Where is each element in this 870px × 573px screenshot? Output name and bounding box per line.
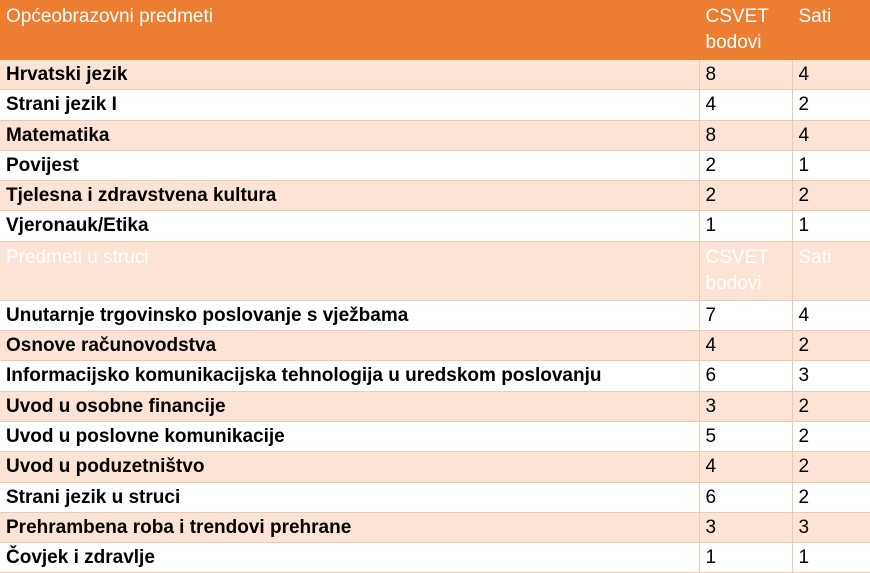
subject-name: Vjeronauk/Etika bbox=[0, 211, 699, 241]
table-row bbox=[0, 512, 870, 542]
hours: 2 bbox=[792, 391, 870, 421]
table-row bbox=[0, 331, 870, 361]
hours: 1 bbox=[792, 150, 870, 180]
subject-name: Matematika bbox=[0, 120, 699, 150]
header-csvet-points: CSVET bodovi bbox=[699, 241, 792, 300]
hours: 2 bbox=[792, 90, 870, 120]
csvet-points: 4 bbox=[699, 90, 792, 120]
subject-name: Uvod u poslovne komunikacije bbox=[0, 421, 699, 451]
csvet-points: 1 bbox=[699, 543, 792, 573]
header-subject: Predmeti u struci bbox=[0, 241, 699, 300]
hours: 2 bbox=[792, 482, 870, 512]
hours: 1 bbox=[792, 211, 870, 241]
hours: 2 bbox=[792, 181, 870, 211]
header-csvet-points: CSVET bodovi bbox=[699, 1, 792, 60]
subject-name: Čovjek i zdravlje bbox=[0, 543, 699, 573]
table-row bbox=[0, 300, 870, 330]
table-row bbox=[0, 391, 870, 421]
csvet-points: 6 bbox=[699, 361, 792, 391]
vocational-subjects-header-row bbox=[0, 241, 870, 300]
header-hours: Sati bbox=[792, 241, 870, 300]
header-hours: Sati bbox=[792, 1, 870, 60]
csvet-points: 1 bbox=[699, 211, 792, 241]
csvet-points: 2 bbox=[699, 181, 792, 211]
hours: 3 bbox=[792, 361, 870, 391]
subject-name: Unutarnje trgovinsko poslovanje s vježbama bbox=[0, 300, 699, 330]
header-subject: Općeobrazovni predmeti bbox=[0, 1, 699, 60]
hours: 4 bbox=[792, 300, 870, 330]
table-row bbox=[0, 361, 870, 391]
table-row bbox=[0, 120, 870, 150]
table-row bbox=[0, 150, 870, 180]
csvet-points: 8 bbox=[699, 120, 792, 150]
hours: 2 bbox=[792, 331, 870, 361]
hours: 2 bbox=[792, 452, 870, 482]
csvet-points: 5 bbox=[699, 421, 792, 451]
table-row bbox=[0, 211, 870, 241]
subject-name: Hrvatski jezik bbox=[0, 60, 699, 90]
subject-name: Uvod u poduzetništvo bbox=[0, 452, 699, 482]
csvet-points: 8 bbox=[699, 60, 792, 90]
subject-name: Uvod u osobne financije bbox=[0, 391, 699, 421]
hours: 1 bbox=[792, 543, 870, 573]
table-row bbox=[0, 482, 870, 512]
csvet-points: 3 bbox=[699, 391, 792, 421]
subject-name: Strani jezik I bbox=[0, 90, 699, 120]
table-row bbox=[0, 90, 870, 120]
hours: 3 bbox=[792, 512, 870, 542]
hours: 4 bbox=[792, 120, 870, 150]
table-row bbox=[0, 181, 870, 211]
subject-name: Informacijsko komunikacijska tehnologija u uredskom poslovanju bbox=[0, 361, 699, 391]
hours: 2 bbox=[792, 421, 870, 451]
csvet-points: 6 bbox=[699, 482, 792, 512]
csvet-points: 4 bbox=[699, 452, 792, 482]
subject-name: Povijest bbox=[0, 150, 699, 180]
general-subjects-header-row bbox=[0, 1, 870, 60]
table-row bbox=[0, 543, 870, 573]
subject-name: Tjelesna i zdravstvena kultura bbox=[0, 181, 699, 211]
csvet-points: 3 bbox=[699, 512, 792, 542]
table-row bbox=[0, 421, 870, 451]
subject-name: Osnove računovodstva bbox=[0, 331, 699, 361]
hours: 4 bbox=[792, 60, 870, 90]
csvet-points: 4 bbox=[699, 331, 792, 361]
table-row bbox=[0, 452, 870, 482]
subject-name: Strani jezik u struci bbox=[0, 482, 699, 512]
subject-name: Prehrambena roba i trendovi prehrane bbox=[0, 512, 699, 542]
csvet-points: 7 bbox=[699, 300, 792, 330]
table-row bbox=[0, 60, 870, 90]
csvet-points: 2 bbox=[699, 150, 792, 180]
